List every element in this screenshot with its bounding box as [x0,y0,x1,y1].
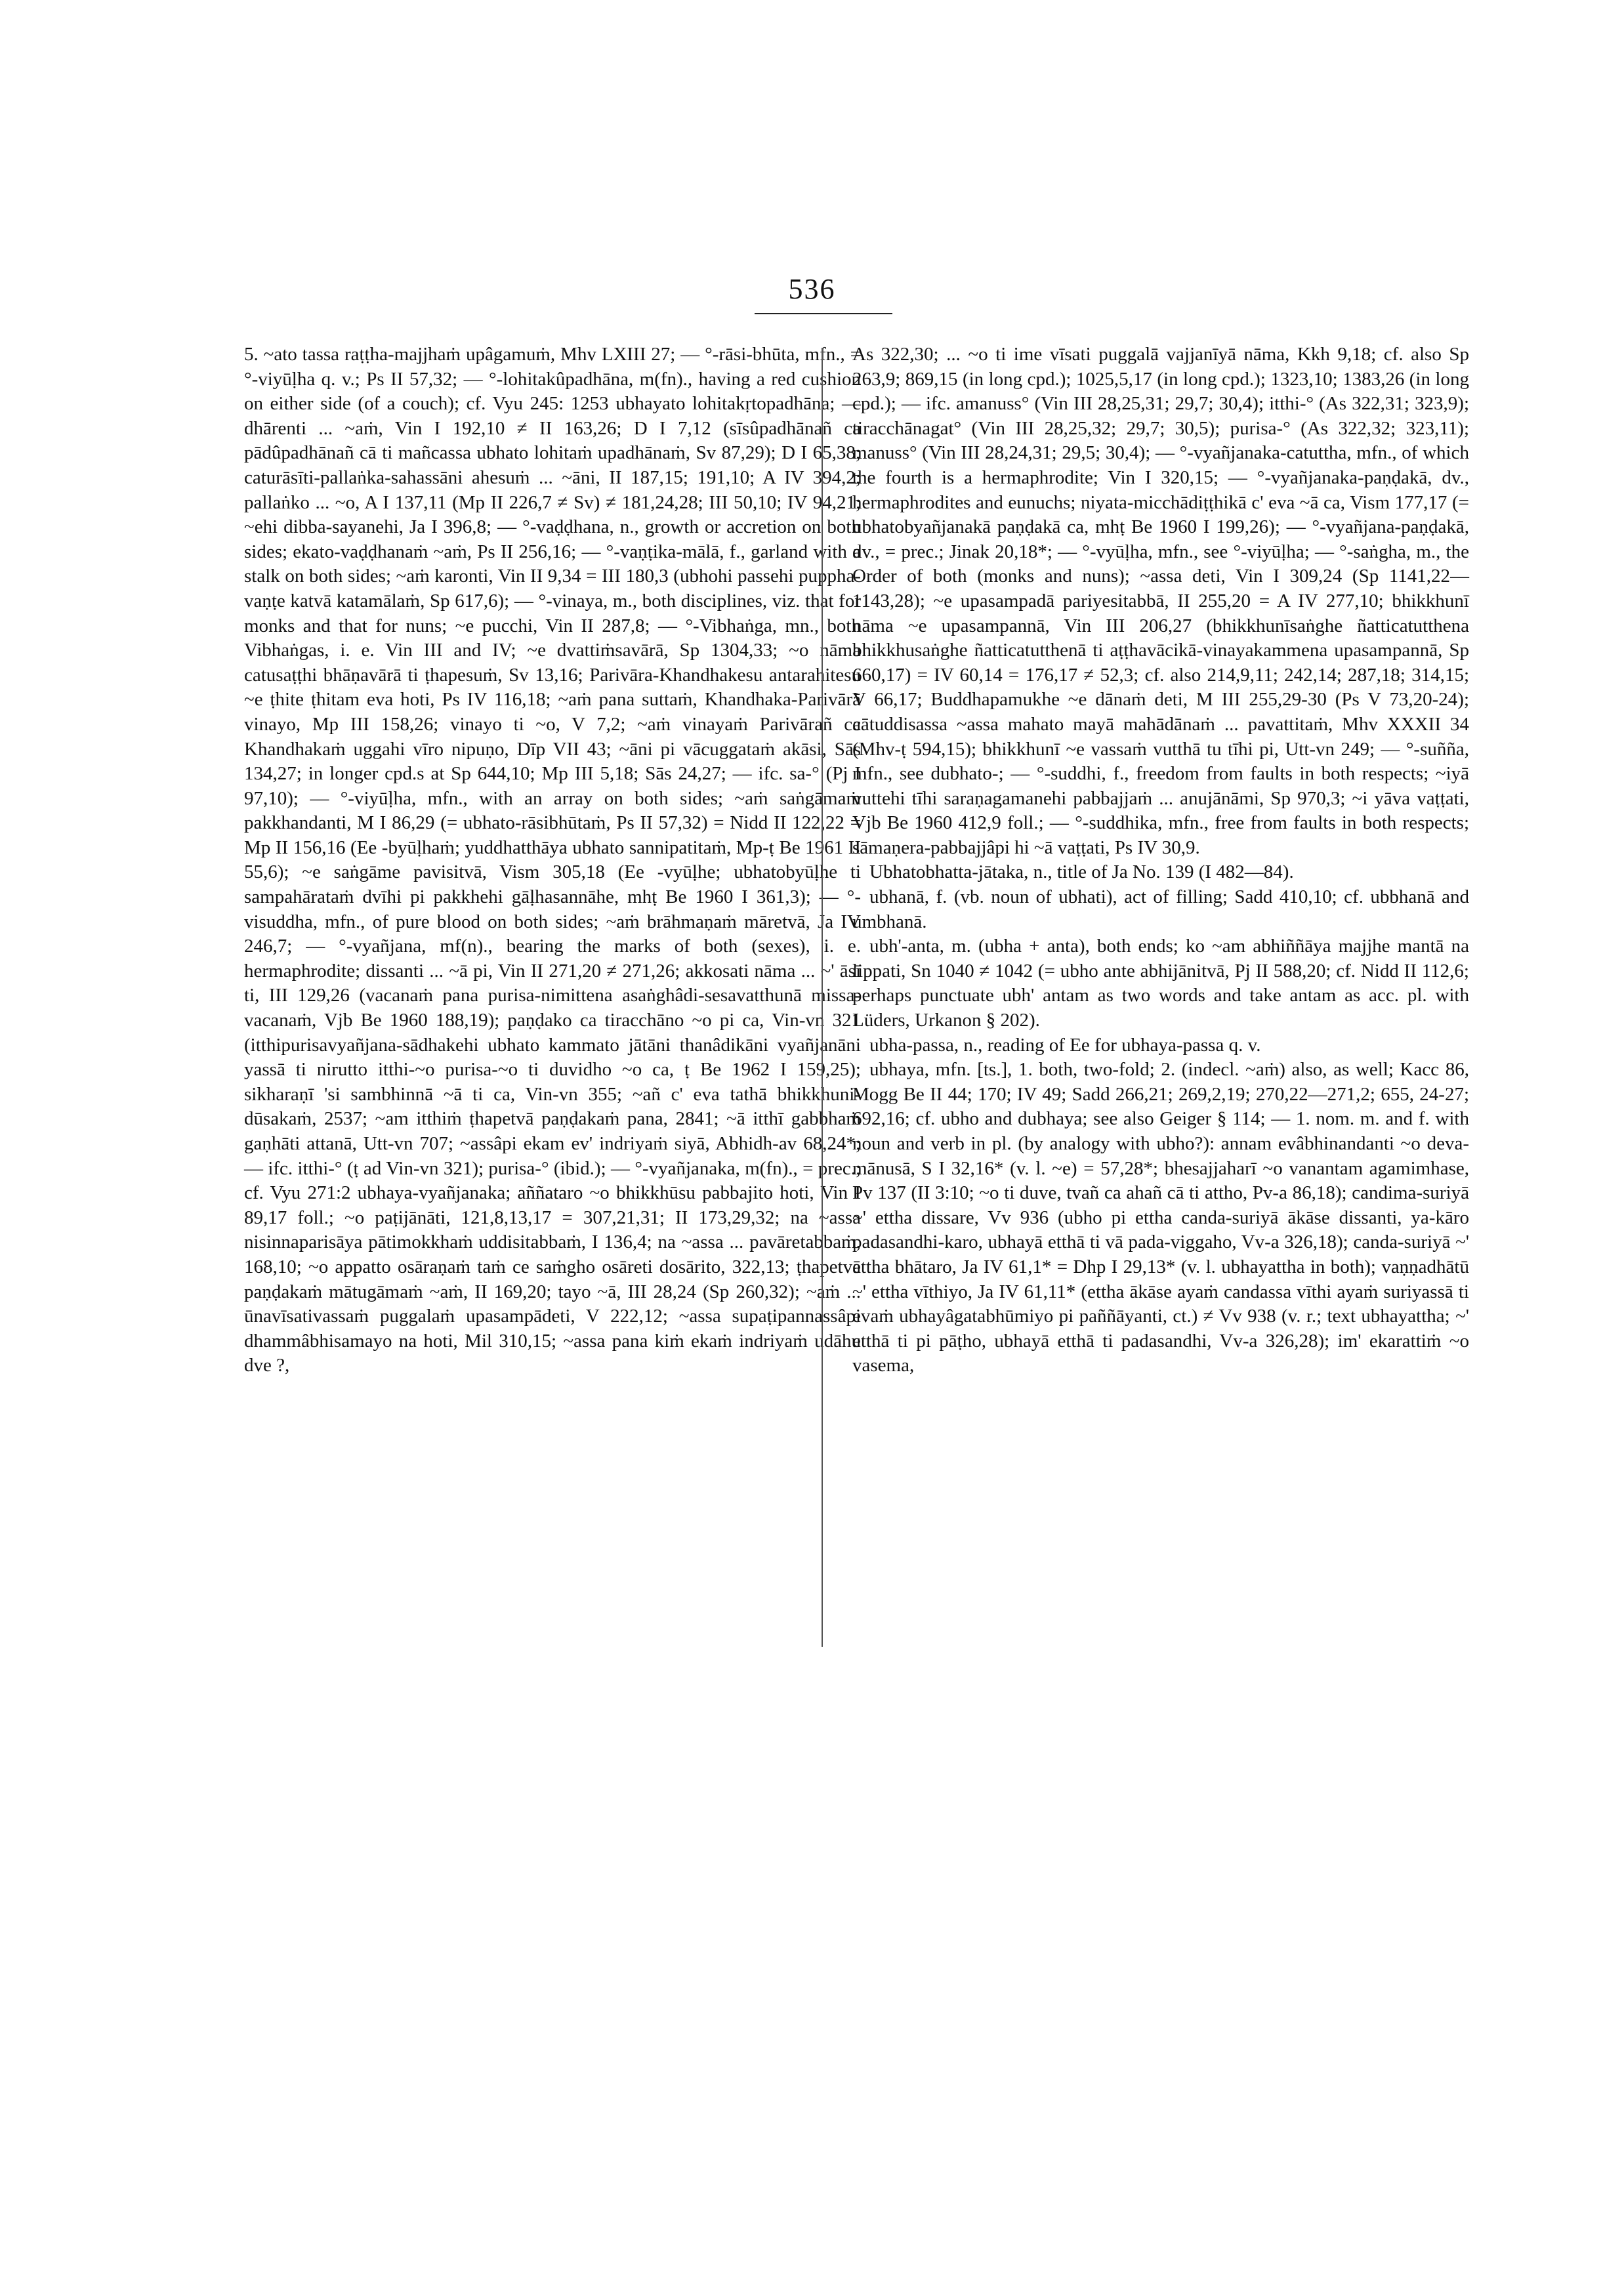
dictionary-entry: 5. ~ato tassa raṭṭha-majjhaṁ upâgamuṁ, Mhv LXIII 27; — °-rāsi-bhūta, mfn., = °-viyūḷha q. v.; Ps II 57,32; — °-lohitakûpadhāna, m(fn)., having a red cushion on either side (of a couch); cf. Vyu 245: 1253 ubhayato lohitakṛtopadhāna; — dhārenti ... ~aṁ, Vin I 192,10 ≠ II 163,26; D I 7,12 (sīsûpadhānañ ca pādûpadhānañ cā ti mañcassa ubhato lohitaṁ upadhānaṁ, Sv 87,29); D I 65,38; caturāsīti-pallaṅka-sahassāni ahesuṁ ... ~āni, II 187,15; 191,10; A IV 394,2; pallaṅko ... ~o, A I 137,11 (Mp II 226,7 ≠ Sv) ≠ 181,24,28; III 50,10; IV 94,21; ~ehi dibba-sayanehi, Ja I 396,8; — °-vaḍḍhana, n., growth or accretion on both sides; ekato-vaḍḍhanaṁ ~aṁ, Ps II 256,16; — °-vaṇṭika-mālā, f., garland with a stalk on both sides; ~aṁ karonti, Vin II 9,34 = III 180,3 (ubhohi passehi puppha-vaṇṭe katvā katamālaṁ, Sp 617,6); — °-vinaya, m., both disciplines, viz. that for monks and that for nuns; ~e pucchi, Vin II 287,8; — °-Vibhaṅga, mn., both Vibhaṅgas, i. e. Vin III and IV; ~e dvattiṁsavārā, Sp 1304,33; ~o nāma catusaṭṭhi bhāṇavārā ti ṭhapesuṁ, Sv 13,16; Parivāra-Khandhakesu antarahitesu ~e ṭhite ṭhitam eva hoti, Ps IV 116,18; ~aṁ pana suttaṁ, Khandhaka-Parivārā vinayo, Mp III 158,26; vinayo ti ~o, V 7,2; ~aṁ vinayaṁ Parivārañ ca Khandhakaṁ uggahi vīro nipuṇo, Dīp VII 43; ~āni pi vācuggataṁ akāsi, Sās 134,27; in longer cpd.s at Sp 644,10; Mp III 5,18; Sās 24,27; — ifc. sa-° (Pj I 97,10); — °-viyūḷha, mfn., with an array on both sides; ~aṁ saṅgāmaṁ pakkhandanti, M I 86,29 (= ubhato-rāsibhūtaṁ, Ps II 57,32) = Nidd II 122,22 = Mp II 156,16 (Ee -byūḷhaṁ; yuddhatthāya ubhato sannipatitaṁ, Mp-ṭ Be 1961 II 55,6); ~e saṅgāme pavisitvā, Vism 305,18 (Ee -vyūḷhe; ubhatobyūḷhe ti sampahārataṁ dvīhi pi pakkhehi gāḷhasannāhe, mhṭ Be 1960 I 361,3); — °-visuddha, mfn., of pure blood on both sides; ~aṁ brāhmaṇaṁ māretvā, Ja IV 246,7; — °-vyañjana, mf(n)., bearing the marks of both (sexes), i. e. hermaphrodite; dissanti ... ~ā pi, Vin II 271,20 ≠ 271,26; akkosati nāma ... ~' āsī ti, III 129,26 (vacanaṁ pana purisa-nimittena asaṅghâdi-sesavatthunā missa-vacanaṁ, Vjb Be 1960 188,19); paṇḍako ca tiracchāno ~o pi ca, Vin-vn 321 (itthipurisavyañjana-sādhakehi ubhato kammato jātāni thanâdikāni vyañjanāni yassā ti nirutto itthi-~o purisa-~o ti duvidho ~o ca, ṭ Be 1962 I 159,25); sikharaṇī 'si sambhinnā ~ā ti ca, Vin-vn 355; ~añ c' eva tathā bhikkhuni-dūsakaṁ, 2537; ~am itthiṁ ṭhapetvā paṇḍakaṁ pana, 2841; ~ā itthī gabbhaṁ gaṇhāti attanā, Utt-vn 707; ~assâpi ekam ev' indriyaṁ siyā, Abhidh-av 68,24*; — ifc. itthi-° (ṭ ad Vin-vn 321); purisa-° (ibid.); — °-vyañjanaka, m(fn)., = prec.; cf. Vyu 271:2 ubhaya-vyañjanaka; aññataro ~o bhikkhūsu pabbajito hoti, Vin I 89,17 foll.; ~o paṭijānāti, 121,8,13,17 = 307,21,31; II 173,29,32; na ~assa nisinnaparisāya pātimokkhaṁ uddisitabbaṁ, I 136,4; na ~assa ... pavāretabbaṁ, 168,10; ~o appatto osāraṇaṁ taṁ ce saṁgho osāreti dosārito, 322,13; ṭhapetvā paṇḍakaṁ mātugāmaṁ ~aṁ, II 169,20; tayo ~ā, III 28,24 (Sp 260,32); ~aṁ ... ūnavīsativassaṁ puggalaṁ upasampādeti, V 222,12; ~assa supaṭipannassâpi dhammâbhisamayo na hoti, Mil 310,15; ~assa pana kiṁ ekaṁ indriyaṁ udāhu dve ?, [244,344,861,1376]
dictionary-entry: Ubhatobhatta-jātaka, n., title of Ja No. 139 (I 482—84). [869,861,1294,883]
dictionary-entry: ubha-passa, n., reading of Ee for ubhaya-passa q. v. [869,1034,1261,1056]
left-column [244,342,861,1378]
dictionary-entry: ubh'-anta, m. (ubha + anta), both ends; ko ~am abhiññāya majjhe mantā na lippati, Sn 1040 ≠ 1042 (= ubho ante abhijānitvā, Pj II 588,20; cf. Nidd II 112,6; perhaps punctuate ubh' antam as two words and take antam as acc. pl. with Lüders, Urkanon § 202). [852,936,1469,1031]
page-number: 536 [788,273,836,305]
dictionary-entry: ubhanā, f. (vb. noun of ubhati), act of filling; Sadd 410,10; cf. ubbhanā and umbhanā. [852,886,1469,932]
page-number-rule [755,313,892,314]
right-column [852,342,1469,1378]
column-divider [822,348,823,1647]
dictionary-entry: ubhaya, mfn. [ts.], 1. both, two-fold; 2. (indecl. ~aṁ) also, as well; Kacc 86, Mogg Be II 44; 170; IV 49; Sadd 266,21; 269,2,19; 270,22—271,2; 655, 24-27; 692,16; cf. ubho and dubhaya; see also Geiger § 114; — 1. nom. m. and f. with noun and verb in pl. (by analogy with ubho?): annam evâbhinandanti ~o deva-mānusā, S I 32,16* (v. l. ~e) = 57,28*; bhesajjaharī ~o vanantam agamimhase, Pv 137 (II 3:10; ~o ti duve, tvañ ca ahañ cā ti attho, Pv-a 86,18); candima-suriyā ~' ettha dissare, Vv 936 (ubho pi ettha canda-suriyā ākāse dissanti, ya-kāro padasandhi-karo, ubhayā etthā ti vā pada-viggaho, Vv-a 326,18); canda-suriyā ~' ettha bhātaro, Ja IV 61,1* = Dhp I 29,13* (v. l. ubhayattha in both); vaṇṇadhātū ~' ettha vīthiyo, Ja IV 61,11* (ettha ākāse ayaṁ candassa vīthi ayaṁ suriyassā ti evaṁ ubhayâgatabhūmiyo pi paññāyanti, ct.) ≠ Vv 938 (v. r.; text ubhayattha; ~' etthā ti pi pāṭho, ubhayā etthā ti padasandhi, Vv-a 326,28); im' ekarattiṁ ~o vasema, [852,1059,1469,1376]
dictionary-entry: As 322,30; ... ~o ti ime vīsati puggalā vajjanīyā nāma, Kkh 9,18; cf. also Sp 263,9; 869,15 (in long cpd.); 1025,5,17 (in long cpd.); 1323,10; 1383,26 (in long cpd.); — ifc. amanuss° (Vin III 28,25,31; 29,7; 30,4); itthi-° (As 322,31; 323,9); tiracchānagat° (Vin III 28,25,32; 29,7; 30,5); purisa-° (As 322,32; 323,11); manuss° (Vin III 28,24,31; 29,5; 30,4); — °-vyañjanaka-catuttha, mfn., of which the fourth is a hermaphrodite; Vin I 320,15; — °-vyañjanaka-paṇḍakā, dv., hermaphrodites and eunuchs; niyata-micchādiṭṭhikā c' eva ~ā ca, Vism 177,17 (= ubhatobyañjanakā paṇḍakā ca, mhṭ Be 1960 I 199,26); — °-vyañjana-paṇḍakā, dv., = prec.; Jinak 20,18*; — °-vyūḷha, mfn., see °-viyūḷha; — °-saṅgha, m., the Order of both (monks and nuns); ~assa deti, Vin I 309,24 (Sp 1141,22—1143,28); ~e upasampadā pariyesitabbā, II 255,20 = A IV 277,10; bhikkhunī nāma ~e upasampannā, Vin III 206,27 (bhikkhunīsaṅghe ñatticatutthena bhikkhusaṅghe ñatticatutthenā ti aṭṭhavācikā-vinayakammena upasampannā, Sp 660,17) = IV 60,14 = 176,17 ≠ 52,3; cf. also 214,9,11; 242,14; 287,18; 314,15; V 66,17; Buddhapamukhe ~e dānaṁ deti, M III 255,29-30 (Ps V 73,20-24); cātuddisassa ~assa mahato mayā mahādānaṁ ... pavattitaṁ, Mhv XXXII 34 (Mhv-ṭ 594,15); bhikkhunī ~e vassaṁ vutthā tu tīhi pi, Utt-vn 249; — °-suñña, mfn., see dubhato-; — °-suddhi, f., freedom from faults in both respects; ~iyā vuttehi tīhi saraṇagamanehi pabbajjaṁ ... anujānāmi, Sp 970,3; ~i yāva vaṭṭati, Vjb Be 1960 412,9 foll.; — °-suddhika, mfn., free from faults in both respects; sāmaṇera-pabbajjâpi hi ~ā vaṭṭati, Ps IV 30,9. [852,344,1469,858]
